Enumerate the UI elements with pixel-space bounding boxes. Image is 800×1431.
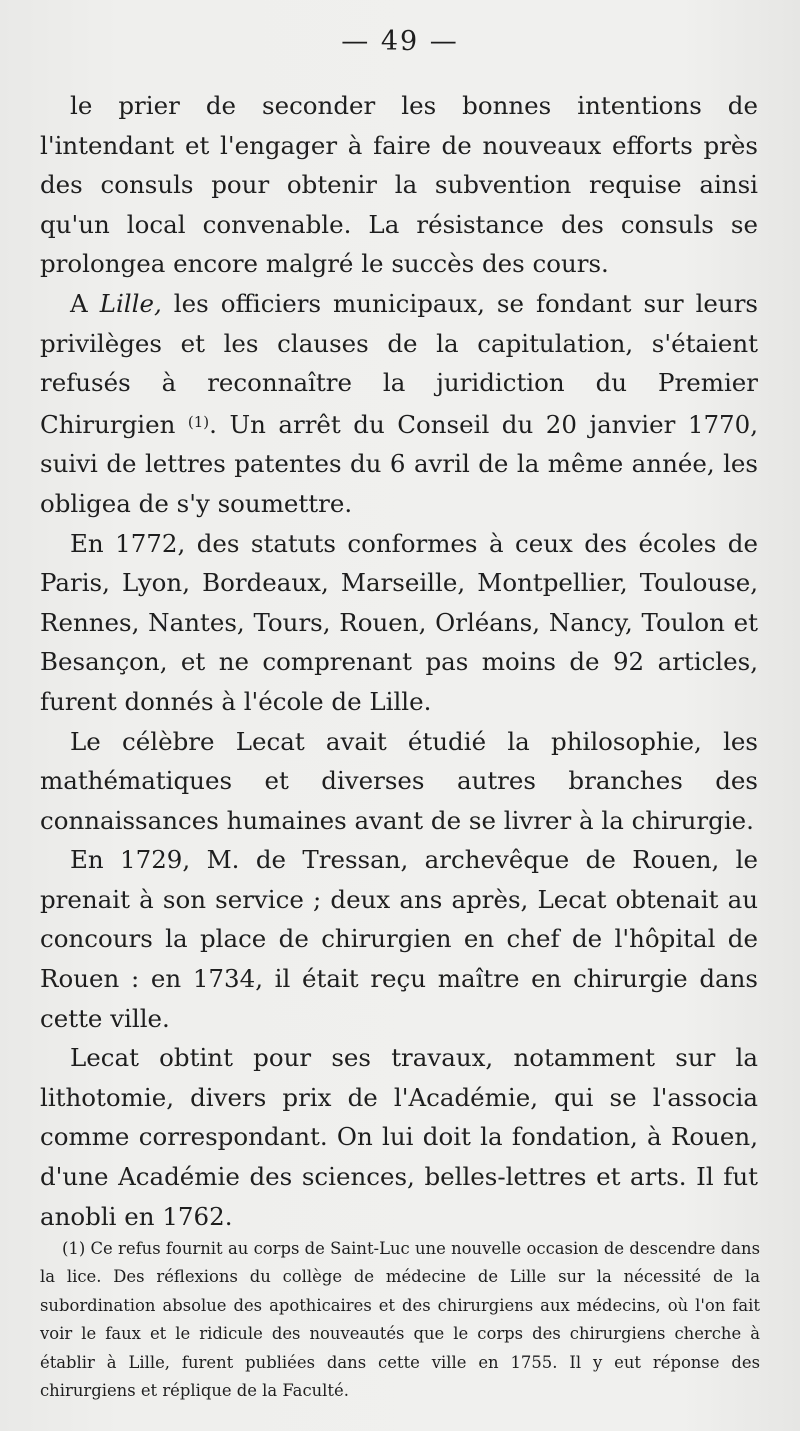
paragraph-2-tail: . Un arrêt du Conseil du 20 janvier 1770, suivi de lettres patentes du 6 avril de la même année, les obligea de s'y soumettre. bbox=[40, 409, 758, 518]
paragraph-2 bbox=[40, 284, 758, 524]
footnote-text: (1) Ce refus fournit au corps de Saint-Luc une nouvelle occasion de descendre dans la lice. Des réflexions du collège de médecine de Lille sur la nécessité de la subordination absolue des apothicaires et des chirurgiens aux médecins, où l'on fait voir le faux et le ridicule des nouveautés que le corps des chirurgiens cherche à établir à Lille, furent publiées dans cette ville en 1755. Il y eut réponse des chirurgiens et réplique de la Faculté. bbox=[40, 1239, 760, 1401]
paragraph-5: En 1729, M. de Tressan, archevêque de Rouen, le prenait à son service ; deux ans après, Lecat obtenait au concours la place de chirurgien en chef de l'hôpital de Rouen : en 1734, il était reçu maître en chirurgie dans cette ville. bbox=[40, 845, 758, 1033]
paragraph-6: Lecat obtint pour ses travaux, notamment sur la lithotomie, divers prix de l'Académie, qui se l'associa comme correspondant. On lui doit la fondation, à Rouen, d'une Académie des sciences, belles-lettres et arts. Il fut anobli en 1762. bbox=[40, 1043, 758, 1231]
city-lille: Lille, bbox=[99, 288, 162, 318]
page-number: — 49 — bbox=[341, 26, 459, 57]
footnote-reference[interactable]: (1) bbox=[187, 412, 210, 431]
paragraph-3: En 1772, des statuts conformes à ceux des écoles de Paris, Lyon, Bordeaux, Marseille, Montpellier, Toulouse, Rennes, Nantes, Tours, Rouen, Orléans, Nancy, Toulon et Besançon, et ne comprenant pas moins de 92 articles, furent donnés à l'école de Lille. bbox=[40, 528, 758, 716]
paragraph-4: Le célèbre Lecat avait étudié la philosophie, les mathématiques et diverses autres branches des connaissances humaines avant de se livrer à la chirurgie. bbox=[40, 726, 758, 835]
paragraph-1: le prier de seconder les bonnes intentions de l'intendant et l'engager à faire de nouveaux efforts près des consuls pour obtenir la subvention requise ainsi qu'un local convenable. La résistance des consuls se prolongea encore malgré le succès des cours. bbox=[40, 91, 758, 279]
footnote bbox=[40, 1235, 760, 1405]
paragraph-2-text: les officiers municipaux, se fondant sur leurs privilèges et les clauses de la capitulation, s'étaient refusés à reconnaître la juridiction du Premier Chirurgien bbox=[40, 288, 758, 439]
paragraph-2-lead: A bbox=[70, 288, 100, 318]
main-text bbox=[40, 86, 758, 1236]
